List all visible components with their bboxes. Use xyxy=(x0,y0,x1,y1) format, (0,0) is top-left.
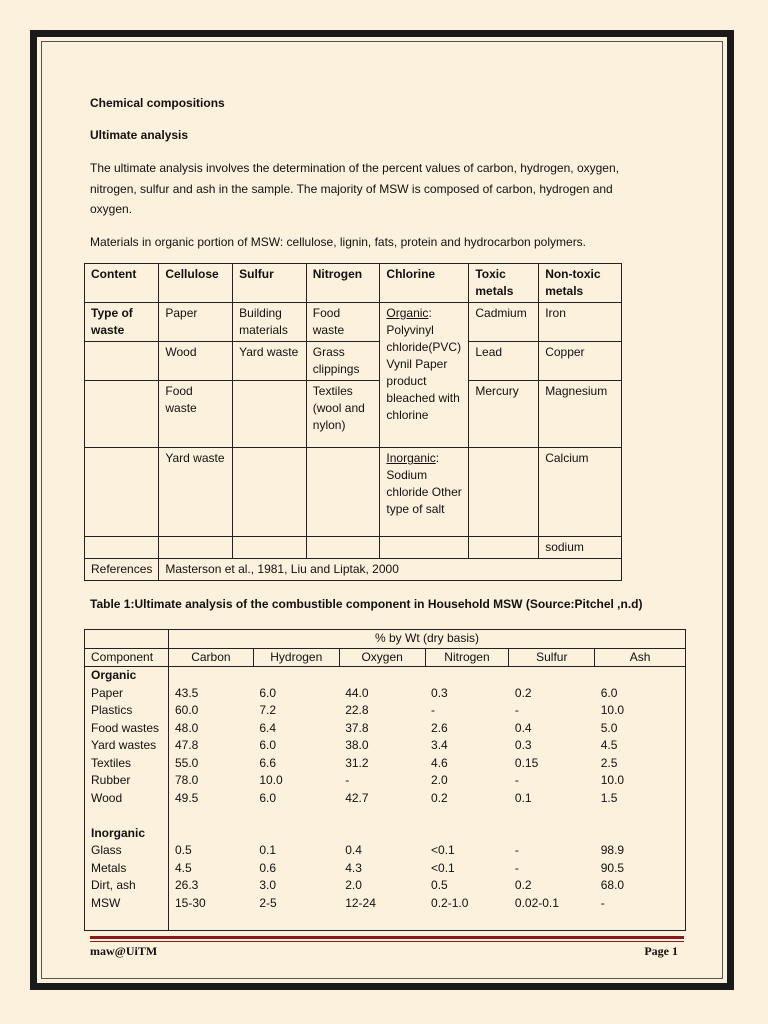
col-nitrogen: Nitrogen xyxy=(425,648,509,667)
cell: 43.5 xyxy=(168,685,253,703)
cell: 4.5 xyxy=(600,738,618,752)
inorganic-group-label: Inorganic xyxy=(91,825,146,840)
footer-rule-thin xyxy=(90,941,684,942)
cell: Food waste xyxy=(159,381,233,448)
cell: - xyxy=(514,860,519,875)
cell: 26.3 xyxy=(168,877,253,895)
cell: Yard waste xyxy=(233,342,307,381)
cell: Wood xyxy=(91,790,123,805)
cell: Copper xyxy=(539,342,622,381)
cell: 1.5 xyxy=(600,790,618,805)
col-component: Component xyxy=(85,648,169,667)
cell: - xyxy=(514,843,519,857)
composition-table xyxy=(84,263,622,581)
table-row xyxy=(85,895,686,913)
cell: Dirt, ash xyxy=(91,878,136,892)
header-content: Content xyxy=(85,264,159,303)
cell: 78.0 xyxy=(168,772,253,790)
cell: Paper xyxy=(159,303,233,342)
cell: Paper xyxy=(91,685,124,700)
cell: 98.9 xyxy=(600,843,625,857)
cell: 0.2 xyxy=(514,685,532,700)
cell: sodium xyxy=(539,537,622,559)
header-toxic-metals: Toxic metals xyxy=(469,264,539,303)
ultimate-analysis-table xyxy=(84,629,686,931)
cell: Yard waste xyxy=(159,448,233,537)
cell: 2-5 xyxy=(259,895,277,910)
cell: Calcium xyxy=(539,448,622,537)
cell: 10.0 xyxy=(259,773,283,787)
cell: - xyxy=(431,703,436,717)
references-label: References xyxy=(85,559,159,581)
cell: 2.6 xyxy=(431,720,448,735)
header-sulfur: Sulfur xyxy=(233,264,307,303)
super-header: % by Wt (dry basis) xyxy=(168,630,685,649)
chlorine-organic-cell: Organic: Polyvinyl chloride(PVC) Vynil Paper product bleached with chlorine xyxy=(380,303,469,448)
cell: Textiles xyxy=(91,755,132,770)
header-nontoxic-metals: Non-toxic metals xyxy=(539,264,622,303)
inorganic-text: Sodium chloride Other type of salt xyxy=(386,468,462,516)
references-value: Masterson et al., 1981, Liu and Liptak, 2000 xyxy=(159,559,622,581)
cell: 42.7 xyxy=(345,790,369,805)
cell: 0.3 xyxy=(514,738,532,752)
footer-author: maw@UiTM xyxy=(90,944,158,958)
cell: 12-24 xyxy=(345,895,376,910)
col-hydrogen: Hydrogen xyxy=(253,648,339,667)
table-row xyxy=(85,720,686,738)
header-chlorine: Chlorine xyxy=(380,264,469,303)
header-cellulose: Cellulose xyxy=(159,264,233,303)
cell: 6.0 xyxy=(259,738,276,752)
cell: Grass clippings xyxy=(306,342,380,381)
cell: 22.8 xyxy=(345,703,369,717)
cell: Plastics xyxy=(91,703,133,717)
table-row xyxy=(85,860,686,878)
table-row xyxy=(85,842,686,860)
paragraph-line-3: oxygen. xyxy=(90,202,133,216)
cell: 6.0 xyxy=(259,685,276,700)
cell: Building materials xyxy=(233,303,307,342)
cell: 3.4 xyxy=(431,738,448,752)
cell: 0.2 xyxy=(431,790,448,805)
col-ash: Ash xyxy=(595,648,686,667)
cell: 47.8 xyxy=(168,737,253,755)
cell: Food waste xyxy=(306,303,380,342)
page-number: Page 1 xyxy=(644,944,678,958)
cell: 4.6 xyxy=(431,755,448,770)
table-row xyxy=(85,772,686,790)
cell: 7.2 xyxy=(259,703,276,717)
cell: MSW xyxy=(91,895,121,910)
cell: 0.5 xyxy=(168,842,253,860)
cell: 2.0 xyxy=(345,878,362,892)
table-row xyxy=(85,755,686,773)
cell: 0.1 xyxy=(514,790,532,805)
organic-group-label: Organic xyxy=(91,668,137,682)
heading-chemical-compositions: Chemical compositions xyxy=(90,96,225,110)
cell: Rubber xyxy=(91,773,131,787)
cell: 90.5 xyxy=(600,860,625,875)
footer-rule xyxy=(90,936,684,939)
inorganic-label: Inorganic xyxy=(386,451,436,465)
chlorine-inorganic-cell: Inorganic: Sodium chloride Other type of salt xyxy=(380,448,469,537)
cell: - xyxy=(514,703,519,717)
cell: 44.0 xyxy=(345,685,369,700)
cell: 15-30 xyxy=(168,895,253,913)
cell: 0.2 xyxy=(514,878,532,892)
cell: 55.0 xyxy=(168,755,253,773)
cell: 37.8 xyxy=(345,720,369,735)
header-nitrogen: Nitrogen xyxy=(306,264,380,303)
paragraph-line-1: The ultimate analysis involves the determination of the percent values of carbon, hydrogen, oxygen, xyxy=(90,161,619,175)
cell: <0.1 xyxy=(431,843,455,857)
cell: 0.15 xyxy=(514,755,539,770)
table-row xyxy=(85,737,686,755)
cell: 48.0 xyxy=(168,720,253,738)
cell: - xyxy=(345,773,350,787)
cell: Lead xyxy=(469,342,539,381)
table-row xyxy=(85,790,686,808)
cell: - xyxy=(600,895,605,910)
cell: - xyxy=(514,773,519,787)
cell: 6.4 xyxy=(259,720,276,735)
cell: 2.0 xyxy=(431,773,448,787)
cell: Magnesium xyxy=(539,381,622,448)
heading-ultimate-analysis: Ultimate analysis xyxy=(90,128,189,142)
cell: 0.5 xyxy=(431,878,448,892)
cell: 6.0 xyxy=(600,685,618,700)
paragraph-line-2: nitrogen, sulfur and ash in the sample. The majority of MSW is composed of carbon, hydrogen and xyxy=(90,182,613,196)
cell: Mercury xyxy=(469,381,539,448)
cell: 10.0 xyxy=(600,703,625,717)
cell: Cadmium xyxy=(469,303,539,342)
table-row xyxy=(85,702,686,720)
organic-text: Polyvinyl chloride(PVC) Vynil Paper product bleached with chlorine xyxy=(386,323,462,422)
cell: Glass xyxy=(91,843,122,857)
table-row xyxy=(85,877,686,895)
col-oxygen: Oxygen xyxy=(339,648,425,667)
cell: Iron xyxy=(539,303,622,342)
cell: 49.5 xyxy=(168,790,253,808)
cell: <0.1 xyxy=(431,860,455,875)
cell: Wood xyxy=(159,342,233,381)
cell: Metals xyxy=(91,860,127,875)
cell: 0.02-0.1 xyxy=(514,895,559,910)
cell: Textiles (wool and nylon) xyxy=(306,381,380,448)
organic-label: Organic xyxy=(386,306,429,320)
cell: 38.0 xyxy=(345,738,369,752)
paragraph-materials: Materials in organic portion of MSW: cellulose, lignin, fats, protein and hydrocarbon polymers. xyxy=(90,235,587,249)
col-carbon: Carbon xyxy=(168,648,253,667)
cell: 10.0 xyxy=(600,773,625,787)
cell: Yard wastes xyxy=(91,738,157,752)
cell: 0.6 xyxy=(259,860,276,875)
cell: 0.3 xyxy=(431,685,448,700)
cell: 0.4 xyxy=(514,720,532,735)
cell: 0.4 xyxy=(345,843,362,857)
cell: 5.0 xyxy=(600,720,618,735)
row-type-of-waste: Type of waste xyxy=(85,303,159,342)
col-sulfur: Sulfur xyxy=(509,648,595,667)
cell: 2.5 xyxy=(600,755,618,770)
table-caption: Table 1:Ultimate analysis of the combustible component in Household MSW (Source:Pitchel ,n.d) xyxy=(90,597,643,611)
cell: Food wastes xyxy=(91,720,160,735)
cell: 4.5 xyxy=(168,860,253,878)
cell: 0.1 xyxy=(259,843,276,857)
cell: 0.2-1.0 xyxy=(431,895,469,910)
cell: 60.0 xyxy=(168,702,253,720)
cell: 4.3 xyxy=(345,860,362,875)
cell: 31.2 xyxy=(345,755,369,770)
table-row xyxy=(85,685,686,703)
cell: 6.6 xyxy=(259,755,276,770)
cell: 6.0 xyxy=(259,790,276,805)
cell: 3.0 xyxy=(259,878,276,892)
cell: 68.0 xyxy=(600,878,625,892)
